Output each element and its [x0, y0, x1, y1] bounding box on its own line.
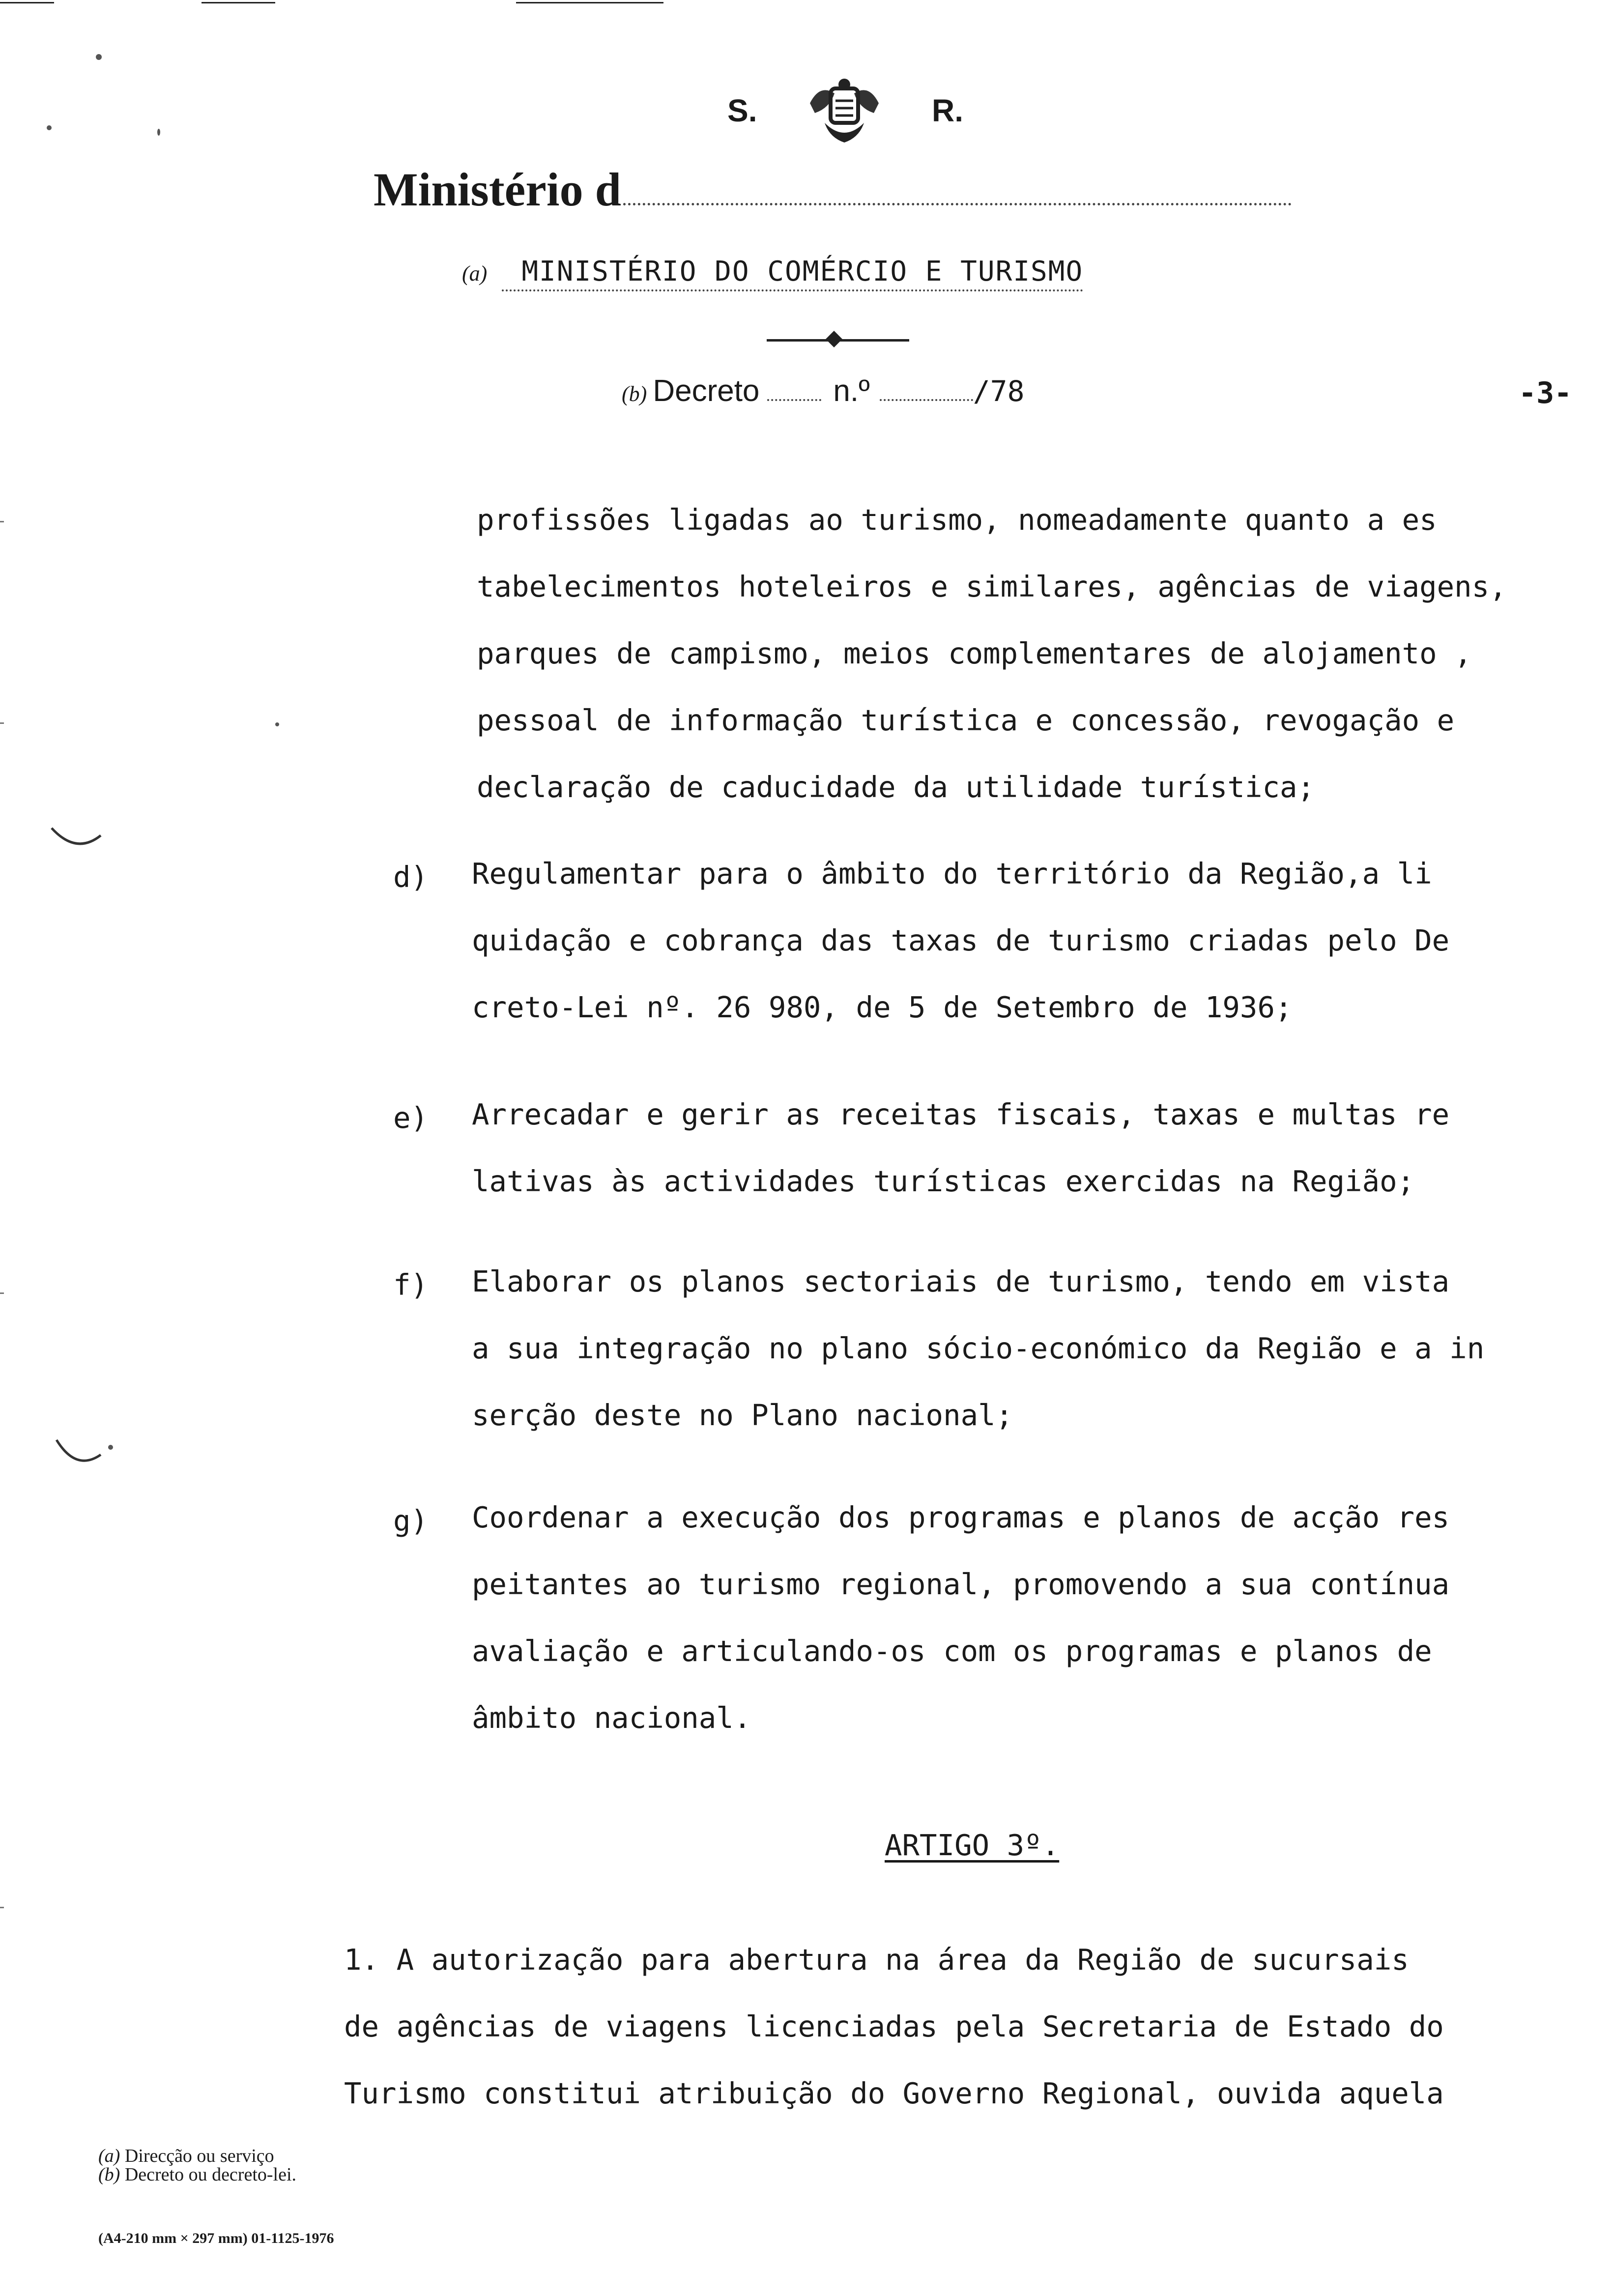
margin-tick [0, 1907, 4, 1908]
text-line: creto-Lei nº. 26 980, de 5 de Setembro de 1936; [472, 990, 1293, 1024]
list-item-label: e) [393, 1101, 429, 1135]
ministry-dotted-leader [623, 198, 1292, 205]
list-item-label: d) [393, 860, 429, 894]
list-item-label: f) [393, 1268, 429, 1302]
text-line: Coordenar a execução dos programas e planos de acção res [472, 1500, 1450, 1534]
text-line: Turismo constitui atribuição do Governo Regional, ouvida aquela [344, 2076, 1444, 2110]
coat-of-arms-icon [800, 74, 889, 147]
top-rule-right [516, 2, 663, 3]
form-code: (A4-210 mm × 297 mm) 01-1125-1976 [98, 2230, 334, 2246]
footnote-text: Direcção ou serviço [124, 2146, 274, 2166]
list-item-body [472, 840, 1612, 1041]
margin-tick [0, 722, 4, 724]
decree-number-label: n.º [833, 374, 870, 408]
ministry-line [374, 162, 1292, 217]
margin-curve-mark [54, 1435, 103, 1474]
text-line: lativas às actividades turísticas exercidas na Região; [472, 1164, 1415, 1198]
letterhead-left-letter: S. [727, 93, 757, 128]
scan-speck [275, 722, 279, 726]
text-line: âmbito nacional. [472, 1701, 751, 1735]
ministry-label: Ministério d [374, 163, 621, 216]
scan-speck [96, 54, 102, 60]
scan-speck [47, 125, 52, 130]
text-line: avaliação e articulando-os com os programas e planos de [472, 1634, 1432, 1668]
text-line: pessoal de informação turística e concessão, revogação e [477, 703, 1455, 737]
scan-speck [108, 1445, 113, 1450]
article-heading: ARTIGO 3º. [885, 1828, 1060, 1862]
decree-label: Decreto [653, 374, 760, 408]
footnotes [98, 2147, 296, 2184]
text-line: profissões ligadas ao turismo, nomeadamente quanto a es [477, 503, 1437, 537]
text-line: peitantes ao turismo regional, promovendo a sua contínua [472, 1567, 1450, 1601]
numbered-paragraph [344, 1926, 1612, 2127]
text-line: quidação e cobrança das taxas de turismo criadas pelo De [472, 923, 1450, 957]
decree-number-value: /78 [973, 374, 1025, 408]
top-rule-left [0, 2, 54, 3]
footnote-item [98, 2147, 296, 2165]
text-line: Elaborar os planos sectoriais de turismo, tendo em vista [472, 1264, 1450, 1298]
scan-speck [157, 129, 160, 136]
letterhead-right-letter: R. [932, 93, 963, 128]
text-line: serção deste no Plano nacional; [472, 1398, 1013, 1432]
service-line [462, 256, 1083, 291]
footnote-tag: (a) [98, 2146, 120, 2166]
footnote-text: Decreto ou decreto-lei. [124, 2164, 297, 2185]
letterhead [727, 74, 963, 147]
list-item-body [472, 1484, 1612, 1751]
text-line: declaração de caducidade da utilidade turística; [477, 770, 1315, 804]
decree-tag: (b) [622, 382, 647, 406]
intro-paragraph [477, 487, 1507, 821]
text-line: a sua integração no plano sócio-económico da Região e a in [472, 1331, 1485, 1365]
decree-number-dotted-leader [880, 399, 973, 401]
service-tag: (a) [462, 261, 488, 286]
text-line: tabelecimentos hoteleiros e similares, agências de viagens, [477, 570, 1507, 603]
divider-diamond-icon [826, 331, 842, 347]
text-line: 1. A autorização para abertura na área da Região de sucursais [344, 1943, 1409, 1977]
list-item-body [472, 1248, 1612, 1449]
top-rule-mid [202, 2, 275, 3]
text-line: Arrecadar e gerir as receitas fiscais, taxas e multas re [472, 1097, 1450, 1131]
service-value: MINISTÉRIO DO COMÉRCIO E TURISMO [502, 256, 1083, 291]
text-line: Regulamentar para o âmbito do território da Região,a li [472, 857, 1432, 890]
margin-tick [0, 1292, 4, 1294]
decree-dotted-leader [767, 399, 821, 401]
page-number: -3- [1519, 376, 1572, 410]
decree-line [622, 373, 1025, 408]
list-item-label: g) [393, 1504, 429, 1538]
text-line: parques de campismo, meios complementares de alojamento , [477, 636, 1472, 670]
text-line: de agências de viagens licenciadas pela Secretaria de Estado do [344, 2009, 1444, 2043]
margin-curve-mark [49, 826, 103, 855]
margin-tick [0, 521, 4, 522]
list-item-body [472, 1081, 1612, 1215]
footnote-item [98, 2165, 296, 2184]
footnote-tag: (b) [98, 2164, 120, 2185]
